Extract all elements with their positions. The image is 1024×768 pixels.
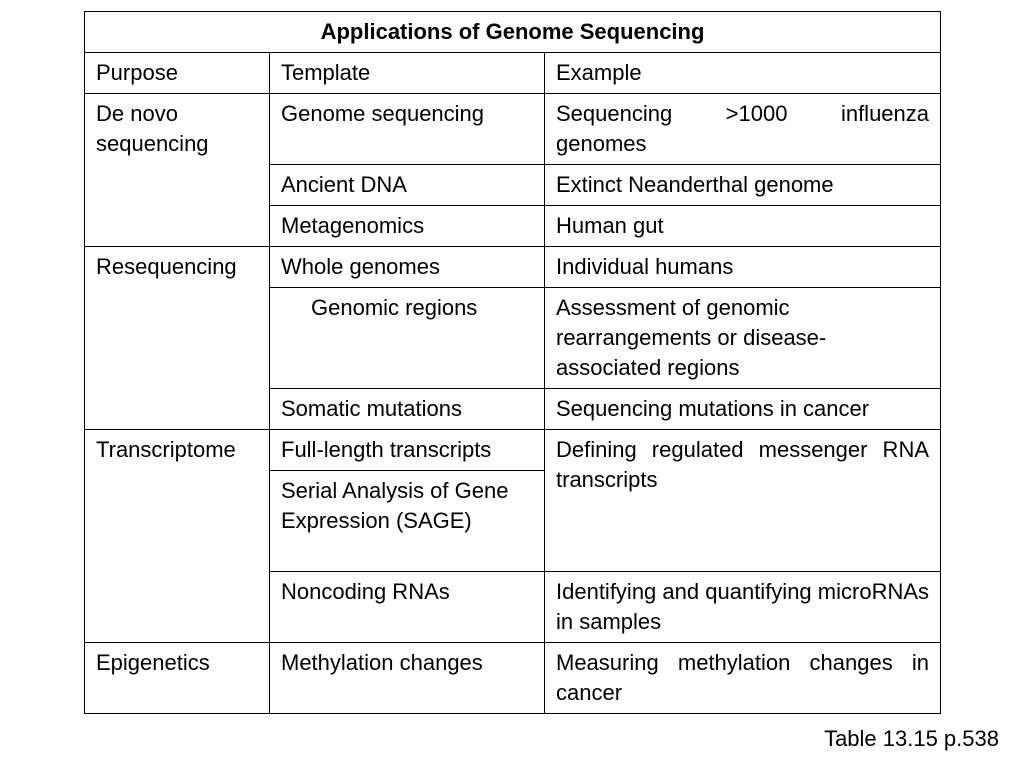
table-row	[85, 247, 941, 288]
genome-applications-table-container	[84, 11, 940, 714]
purpose-cell: Epigenetics	[85, 643, 270, 714]
template-cell: Metagenomics	[270, 206, 545, 247]
example-cell: Defining regulated messenger RNA transcripts	[545, 430, 941, 572]
table-title-row	[85, 12, 941, 53]
table-row	[85, 430, 941, 471]
purpose-cell: De novo sequencing	[85, 94, 270, 247]
template-cell: Full-length transcripts	[270, 430, 545, 471]
example-cell: Extinct Neanderthal genome	[545, 165, 941, 206]
example-cell: Sequencing mutations in cancer	[545, 389, 941, 430]
template-cell: Whole genomes	[270, 247, 545, 288]
purpose-cell: Resequencing	[85, 247, 270, 430]
example-cell: Sequencing >1000 influenza genomes	[545, 94, 941, 165]
example-cell: Identifying and quantifying microRNAs in samples	[545, 572, 941, 643]
example-cell: Individual humans	[545, 247, 941, 288]
example-cell: Assessment of genomic rearrangements or disease-associated regions	[545, 288, 941, 389]
header-template: Template	[270, 53, 545, 94]
template-cell: Genome sequencing	[270, 94, 545, 165]
template-cell: Ancient DNA	[270, 165, 545, 206]
template-cell: Genomic regions	[270, 288, 545, 389]
table-caption: Table 13.15 p.538	[824, 726, 999, 751]
header-example: Example	[545, 53, 941, 94]
table-row	[85, 94, 941, 165]
template-cell: Somatic mutations	[270, 389, 545, 430]
table-row	[85, 643, 941, 714]
header-purpose: Purpose	[85, 53, 270, 94]
template-cell: Serial Analysis of Gene Expression (SAGE)	[270, 471, 545, 572]
example-cell: Measuring methylation changes in cancer	[545, 643, 941, 714]
example-cell: Human gut	[545, 206, 941, 247]
table-title: Applications of Genome Sequencing	[85, 12, 941, 53]
template-cell: Noncoding RNAs	[270, 572, 545, 643]
table-header-row	[85, 53, 941, 94]
purpose-cell: Transcriptome	[85, 430, 270, 643]
template-cell: Methylation changes	[270, 643, 545, 714]
genome-applications-table	[84, 11, 941, 714]
